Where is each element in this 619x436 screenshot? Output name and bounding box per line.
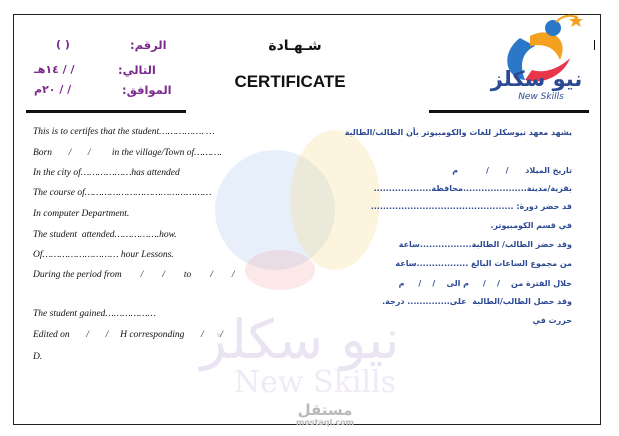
watermark-swoosh-orange bbox=[290, 130, 380, 270]
title-english: CERTIFICATE bbox=[234, 72, 346, 91]
ar-line-8: من مجموع الساعات البالغ .................ساعة bbox=[395, 259, 572, 268]
logo-arabic-text: نيو سكلز bbox=[490, 67, 583, 91]
watermark-arabic-logo: نيو سكلز bbox=[200, 308, 400, 371]
en-line-1: This is to certifes that the student……………. … bbox=[33, 127, 215, 137]
hijri-date-label: التالي: bbox=[118, 63, 156, 77]
en-line-2: Born / / in the village/Town of………. bbox=[33, 148, 222, 158]
gregorian-date-value: ٢٠م / / bbox=[34, 83, 72, 96]
logo-english-text: New Skills bbox=[518, 92, 564, 102]
en-line-10: Edited on / / H corresponding / / bbox=[33, 330, 223, 340]
en-line-3: In the city of………………has attended bbox=[33, 168, 180, 178]
mostaql-english: mostaql.com bbox=[296, 418, 354, 427]
ar-line-11: حررت في bbox=[532, 316, 572, 325]
en-line-11: D. bbox=[33, 352, 43, 362]
en-line-6: The student attended…………….how. bbox=[33, 230, 177, 240]
watermark-swoosh-red bbox=[245, 250, 315, 290]
en-line-9: The student gained……………… bbox=[33, 309, 156, 319]
right-edge-mark bbox=[594, 40, 595, 50]
number-value: ( ) bbox=[56, 38, 70, 51]
mostaql-watermark bbox=[285, 402, 365, 427]
en-line-7: Of……………………… hour Lessons. bbox=[33, 250, 174, 260]
ar-line-6: في قسم الكومبيوتر. bbox=[490, 221, 572, 230]
en-line-8: During the period from / / to / / bbox=[33, 270, 235, 280]
ar-line-5: قد حضر دورة: ............................................... bbox=[370, 202, 572, 211]
hijri-date-value: ١٤هـ / / bbox=[34, 63, 75, 76]
ar-line-1: يشهد معهد نيوسكلز للغات والكومبيوتر بأن الطالب/الطالبة bbox=[344, 128, 572, 137]
ar-line-7: وقد حضر الطالب/ الطالبة.................ساعة bbox=[398, 240, 572, 249]
en-line-5: In computer Department. bbox=[33, 209, 130, 219]
watermark-english-logo: New Skills bbox=[233, 365, 397, 400]
ar-line-3: تاريخ الميلاد / / م bbox=[452, 166, 572, 175]
title-arabic: شـهـادة bbox=[268, 38, 322, 54]
ar-line-4: بقرية/مدينة.....................محافظة................... bbox=[373, 184, 572, 193]
number-label: الرقم: bbox=[130, 38, 167, 52]
gregorian-date-label: الموافق: bbox=[122, 83, 172, 97]
ar-line-9: خلال الفترة من / / م الى / / م bbox=[398, 279, 572, 288]
ar-line-10: وقد حصل الطالب/الطالبة على.............. درجة. bbox=[382, 297, 572, 306]
mostaql-arabic: مستقل bbox=[297, 401, 353, 419]
right-divider-line bbox=[429, 110, 589, 113]
en-line-4: The course of……………………………………… bbox=[33, 188, 212, 198]
left-divider-line bbox=[26, 110, 186, 113]
